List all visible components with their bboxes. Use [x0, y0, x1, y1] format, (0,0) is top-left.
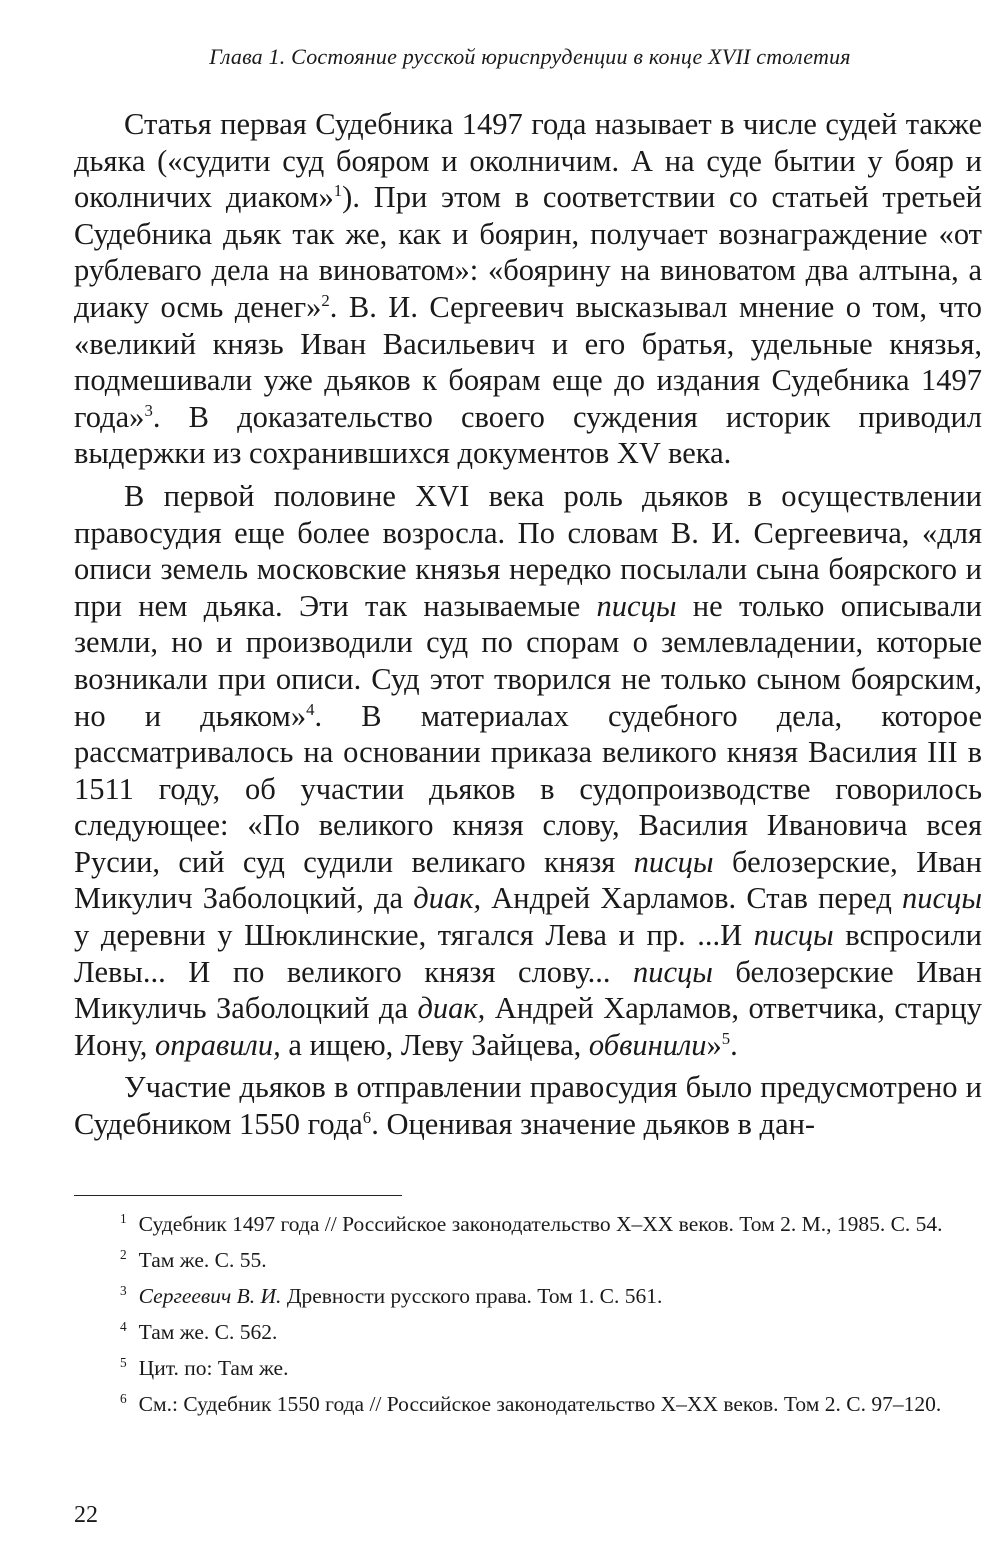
footnote-number: 5 [120, 1354, 127, 1370]
text-run: Андрей Харламов, ответчика, старцу Иону, [74, 991, 982, 1062]
body-paragraph [74, 478, 982, 1064]
emphasis-text: писцы [632, 954, 713, 989]
footnote [74, 1246, 982, 1274]
text-run: белозерские, Иван Микулич Заболоцкий, да [74, 844, 982, 916]
text-run: Участие дьяков в отправлении правосудия было предусмотрено и Судебником 1550 года [74, 1070, 982, 1142]
text-run: См.: Судебник 1550 года // Российское законодательство X–XX веков. Том 2. С. 97–120. [138, 1392, 942, 1416]
footnote-number: 1 [120, 1210, 127, 1226]
text-run: Там же. С. 55. [138, 1248, 267, 1272]
emphasis-text: диак, [413, 881, 482, 916]
footnote-ref: 5 [721, 1028, 731, 1048]
text-run: . В. И. Сергеевич высказывал мнение о том, что «великий князь Иван Васильевич и его братья, удельные князья, подмешивали уже дьяков к боярам еще до издания Судебника 1497 года» [74, 289, 982, 434]
footnote [74, 1390, 982, 1418]
body-paragraph [74, 106, 982, 472]
emphasis-text: оправили, [155, 1027, 281, 1062]
text-run: Судебник 1497 года // Российское законодательство X–XX веков. Том 2. М., 1985. С. 54. [138, 1212, 943, 1236]
text-run: а ищею, Леву Зайцева, [280, 1027, 589, 1062]
text-run: Андрей Харламов. Став перед [481, 881, 903, 916]
footnote [74, 1282, 982, 1310]
footnote-ref: 3 [144, 400, 153, 420]
text-run: Древности русского права. Том 1. С. 561. [281, 1284, 663, 1308]
footnote-separator [74, 1195, 402, 1196]
text-run: . Оценивая значение дьяков в дан- [371, 1107, 816, 1142]
footnote-number: 4 [120, 1318, 127, 1334]
text-run: . В доказательство своего суждения историк приводил выдержки из сохранившихся документов XV века. [74, 399, 982, 471]
footnote-number: 3 [120, 1282, 127, 1298]
footnote-ref: 2 [321, 290, 330, 310]
text-run: вспросили Левы... И по великого князя слову... [74, 918, 982, 989]
text-run: белозерские Иван Микуличь Заболоцкий да [74, 954, 983, 1026]
text-run: не только описывали земли, но и производили суд по спорам о землевладении, которые возникали при описи. Суд этот творился не только сыном боярским, но и дьяком» [74, 588, 982, 733]
page-number: 22 [74, 1502, 98, 1528]
emphasis-text: обвинили [588, 1027, 707, 1062]
footnote [74, 1354, 982, 1382]
emphasis-text: писцы [902, 881, 982, 916]
text-run: В первой половине XVI века роль дьяков в осуществлении правосудия еще более возросла. По словам В. И. Сергеевича, «для описи земель московские князья нередко посылали сына боярского и при нем дьяка. Эти так называемые [74, 478, 982, 623]
footnote-ref: 6 [362, 1107, 372, 1127]
footnote-ref: 4 [306, 699, 315, 719]
emphasis-text: Сергеевич В. И. [138, 1284, 282, 1308]
footnote [74, 1318, 982, 1346]
emphasis-text: писцы [596, 588, 677, 623]
footnote [74, 1210, 982, 1238]
text-run: . [730, 1027, 738, 1062]
footnotes [74, 1210, 982, 1426]
body-paragraph [74, 1069, 982, 1142]
text-run: . В материалах судебного дела, которое рассматривалось на основании приказа великого князя Василия III в 1511 году, об участии дьяков в судопроизводстве говорилось следующее: «По великого князя слову, Василия Ивановича всея Русии, сий суд судили великаго князя [74, 698, 983, 879]
footnote-number: 2 [120, 1246, 127, 1262]
running-head: Глава 1. Состояние русской юриспруденции в конце XVII столетия [209, 44, 851, 69]
text-run: » [706, 1027, 722, 1062]
text-run: у деревни у Шюклинские, тягался Лева и пр. ...И [74, 918, 754, 953]
footnote-number: 6 [120, 1390, 127, 1406]
main-text [74, 106, 982, 1143]
emphasis-text: писцы [633, 844, 714, 879]
emphasis-text: диак, [417, 991, 486, 1026]
text-run: Цит. по: Там же. [138, 1356, 289, 1380]
footnote-ref: 1 [333, 181, 343, 201]
emphasis-text: писцы [753, 918, 834, 953]
text-run: ). При этом в соответствии со статьей третьей Судебника дьяк так же, как и боярин, получает вознаграждение «от рублеваго дела на виноватом»: «боярину на виноватом два алтына, а диаку осмь денег» [74, 180, 982, 324]
text-run: Статья первая Судебника 1497 года называет в числе судей также дьяка («судити суд бояром и околничим. А на суде бытии у бояр и околничих диаком» [74, 107, 982, 215]
text-run: Там же. С. 562. [138, 1320, 278, 1344]
